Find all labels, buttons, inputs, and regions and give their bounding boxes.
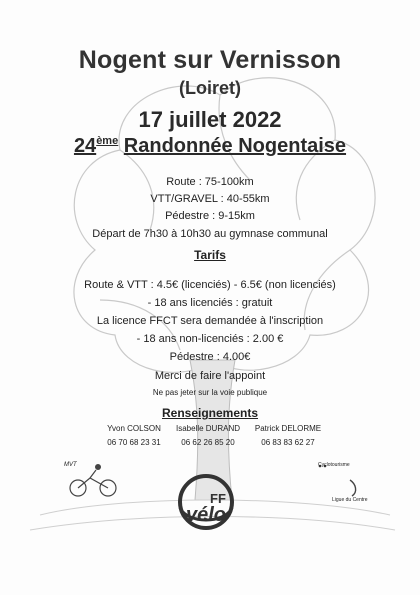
contact-name: Isabelle DURAND xyxy=(175,424,241,433)
contact-phone: 06 83 83 62 27 xyxy=(261,438,315,447)
logo-velo-text: vélo xyxy=(186,504,227,526)
tarif-line: Pédestre : 4.00€ xyxy=(169,351,251,363)
ligue-centre-logo-icon xyxy=(310,462,380,512)
mvt-label: MVT xyxy=(64,462,77,468)
edition-number: 24 xyxy=(73,135,97,157)
event-name: Randonnée Nogentaise xyxy=(123,135,347,157)
tarifs-heading: Tarifs xyxy=(194,248,226,262)
event-location-title: Nogent sur Vernisson xyxy=(78,46,342,74)
event-region: (Loiret) xyxy=(179,78,241,98)
route-vtt-gravel: VTT/GRAVEL : 40-55km xyxy=(150,193,270,205)
contact-name: Patrick DELORME xyxy=(254,424,322,433)
event-date: 17 juillet 2022 xyxy=(138,107,282,132)
edition-suffix: ème xyxy=(96,135,119,147)
event-edition-heading xyxy=(0,135,420,158)
tarif-line: Merci de faire l'appoint xyxy=(154,370,266,382)
ff-velo-logo-icon xyxy=(166,462,246,542)
tarif-line: La licence FFCT sera demandée à l'inscription xyxy=(96,315,324,327)
tarif-note: Ne pas jeter sur la voie publique xyxy=(152,388,268,397)
tarif-line: Route & VTT : 4.5€ (licenciés) - 6.5€ (non licenciés) xyxy=(84,279,336,291)
contact-phone: 06 70 68 23 31 xyxy=(107,438,161,447)
ligue-du-centre-label: Ligue du Centre xyxy=(332,497,368,503)
departure-info: Départ de 7h30 à 10h30 au gymnase communal xyxy=(92,228,328,240)
cyclotourisme-label: Cyclotourisme xyxy=(318,462,350,468)
renseignements-heading: Renseignements xyxy=(161,406,259,420)
logo-ff-text: FF xyxy=(210,491,226,506)
route-pedestrian: Pédestre : 9-15km xyxy=(165,210,255,222)
route-road: Route : 75-100km xyxy=(166,176,254,188)
tarif-line: - 18 ans licenciés : gratuit xyxy=(147,297,273,309)
contact-phone: 06 62 26 85 20 xyxy=(181,438,235,447)
contact-name: Yvon COLSON xyxy=(107,424,161,433)
tarif-line: - 18 ans non-licenciés : 2.00 € xyxy=(136,333,284,345)
